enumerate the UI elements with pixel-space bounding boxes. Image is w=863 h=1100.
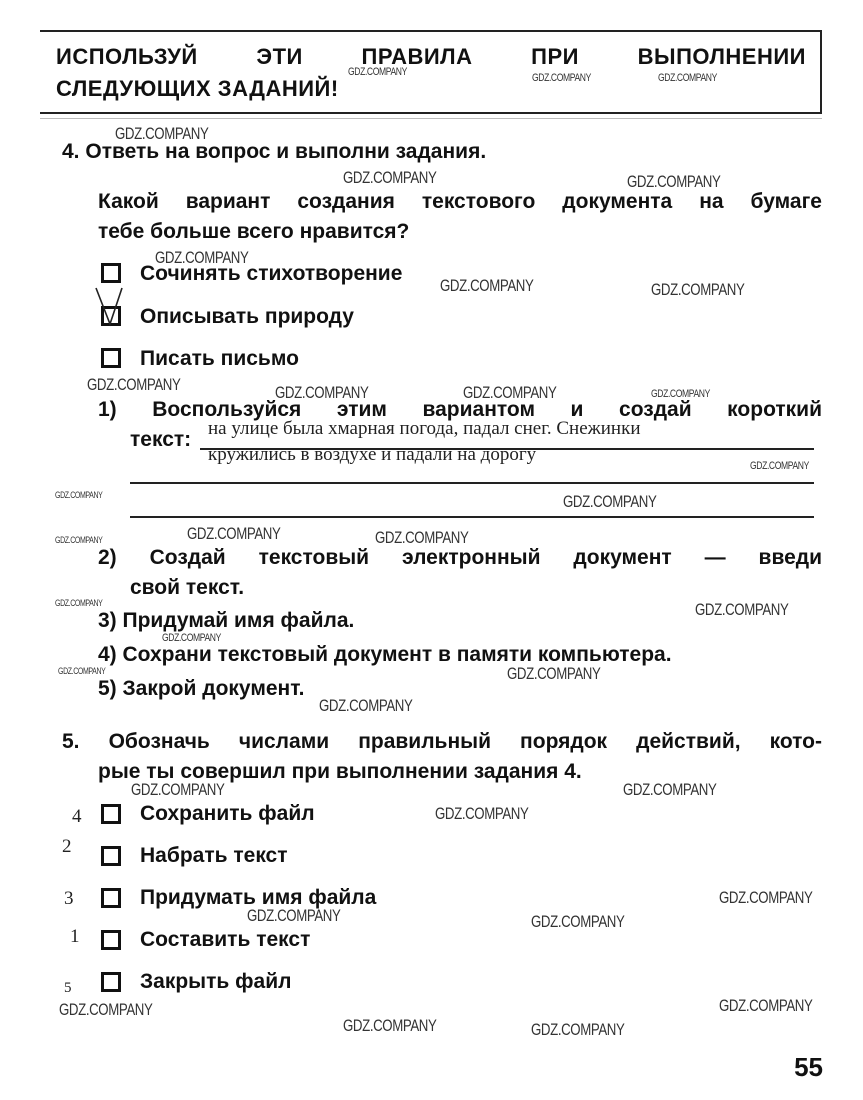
watermark: GDZ.COMPANY <box>187 524 281 543</box>
check-mark-icon <box>92 284 132 330</box>
watermark: GDZ.COMPANY <box>375 528 469 547</box>
watermark: GDZ.COMPANY <box>155 248 249 267</box>
rules-line-1: ИСПОЛЬЗУЙ ЭТИ ПРАВИЛА ПРИ ВЫПОЛНЕНИИ <box>56 44 806 69</box>
order-label-close: Закрыть файл <box>140 970 292 993</box>
watermark: GDZ.COMPANY <box>275 383 369 402</box>
step5: 5) Закрой документ. <box>98 677 305 700</box>
step2-line1: 2) Создай текстовый электронный документ — введи <box>98 546 822 569</box>
order-label-save: Сохранить файл <box>140 802 315 825</box>
order-number-5: 5 <box>64 980 72 996</box>
option-letter-label: Писать письмо <box>140 347 299 370</box>
watermark: GDZ.COMPANY <box>55 535 103 545</box>
watermark: GDZ.COMPANY <box>563 492 657 511</box>
watermark: GDZ.COMPANY <box>55 490 103 500</box>
watermark: GDZ.COMPANY <box>623 780 717 799</box>
watermark: GDZ.COMPANY <box>343 1016 437 1035</box>
watermark: GDZ.COMPANY <box>651 388 710 400</box>
watermark: GDZ.COMPANY <box>651 280 745 299</box>
order-checkbox-type[interactable] <box>101 846 121 866</box>
option-nature-label: Описывать природу <box>140 305 354 328</box>
divider <box>40 118 822 119</box>
option-poem-label: Сочинять стихотворение <box>140 262 403 285</box>
watermark: GDZ.COMPANY <box>435 804 529 823</box>
watermark: GDZ.COMPANY <box>440 276 534 295</box>
page-number: 55 <box>794 1052 823 1082</box>
watermark: GDZ.COMPANY <box>627 172 721 191</box>
task4-question-line2: тебе больше всего нравится? <box>98 220 410 243</box>
watermark: GDZ.COMPANY <box>719 996 813 1015</box>
watermark: GDZ.COMPANY <box>507 664 601 683</box>
rules-line-2: СЛЕДУЮЩИХ ЗАДАНИЙ! <box>56 76 339 101</box>
step3: 3) Придумай имя файла. <box>98 609 355 632</box>
step2-line2: свой текст. <box>130 576 245 599</box>
task5-title-line2: рые ты совершил при выполнении задания 4. <box>98 760 582 783</box>
answer-line-3 <box>130 516 814 518</box>
watermark: GDZ.COMPANY <box>719 888 813 907</box>
step1-line1: 1) Воспользуйся этим вариантом и создай короткий <box>98 398 822 421</box>
step4: 4) Сохрани текстовый документ в памяти компьютера. <box>98 643 672 666</box>
watermark: GDZ.COMPANY <box>115 124 209 143</box>
watermark: GDZ.COMPANY <box>531 912 625 931</box>
watermark: GDZ.COMPANY <box>463 383 557 402</box>
watermark: GDZ.COMPANY <box>343 168 437 187</box>
order-checkbox-close[interactable] <box>101 972 121 992</box>
task4-number: 4. <box>62 140 80 163</box>
answer-line-2 <box>130 482 814 484</box>
step1-label: текст: <box>130 428 192 451</box>
order-checkbox-filename[interactable] <box>101 888 121 908</box>
watermark: GDZ.COMPANY <box>348 66 407 78</box>
option-poem-checkbox[interactable] <box>101 263 121 283</box>
watermark: GDZ.COMPANY <box>658 72 717 84</box>
watermark: GDZ.COMPANY <box>131 780 225 799</box>
watermark: GDZ.COMPANY <box>247 906 341 925</box>
order-number-3: 3 <box>64 888 74 909</box>
watermark: GDZ.COMPANY <box>695 600 789 619</box>
order-label-compose: Составить текст <box>140 928 311 951</box>
watermark: GDZ.COMPANY <box>750 460 809 472</box>
order-checkbox-compose[interactable] <box>101 930 121 950</box>
watermark: GDZ.COMPANY <box>532 72 591 84</box>
task5-heading-line1 <box>62 730 822 754</box>
handwritten-answer-line2: кружились в воздухе и падали на дорогу <box>208 444 537 465</box>
task5-title-line1: Обозначь числами правильный порядок действий, кото- <box>108 730 822 753</box>
order-number-1: 4 <box>72 806 82 827</box>
watermark: GDZ.COMPANY <box>55 598 103 608</box>
watermark: GDZ.COMPANY <box>162 632 221 644</box>
task5-number: 5. <box>62 730 80 753</box>
task4-question-line1: Какой вариант создания текстового документа на бумаге <box>98 190 822 213</box>
order-label-type: Набрать текст <box>140 844 288 867</box>
order-checkbox-save[interactable] <box>101 804 121 824</box>
watermark: GDZ.COMPANY <box>87 375 181 394</box>
watermark: GDZ.COMPANY <box>319 696 413 715</box>
order-number-2: 2 <box>62 836 72 857</box>
watermark: GDZ.COMPANY <box>58 666 106 676</box>
task4-title: Ответь на вопрос и выполни задания. <box>85 140 487 163</box>
option-letter-checkbox[interactable] <box>101 348 121 368</box>
order-label-filename: Придумать имя файла <box>140 886 377 909</box>
watermark: GDZ.COMPANY <box>59 1000 153 1019</box>
handwritten-answer-line1: на улице была хмарная погода, падал снег. Снежинки <box>208 418 641 439</box>
watermark: GDZ.COMPANY <box>531 1020 625 1039</box>
order-number-4: 1 <box>70 926 80 947</box>
